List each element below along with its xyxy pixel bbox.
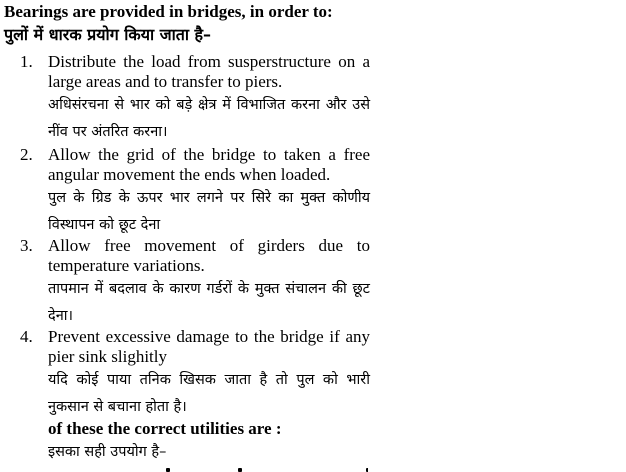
- answer-prompt-english: of these the correct utilities are :: [48, 419, 282, 438]
- option-text-english: Allow free movement of girders due to temperature variations.: [48, 236, 370, 275]
- option-number: 4.: [20, 327, 33, 346]
- option-text-english: Prevent excessive damage to the bridge if any pier sink slighitly: [48, 327, 370, 366]
- option-text-hindi: तापमान में बदलाव के कारण गर्डरों के मुक्त संचालन की छूट देना।: [48, 281, 370, 324]
- option-text-english: Allow the grid of the bridge to taken a free angular movement the ends when loaded.: [48, 145, 370, 184]
- option-text-english: Distribute the load from susperstructure on a large areas and to transfer to piers.: [48, 52, 370, 91]
- option-text-hindi: पुल के ग्रिड के ऊपर भार लगने पर सिरे का मुक्त कोणीय विस्थापन को छूट देना: [48, 190, 370, 233]
- answer-prompt-hindi: इसका सही उपयोग है–: [48, 444, 167, 460]
- option-number: 2.: [20, 145, 33, 164]
- option-number: 3.: [20, 236, 33, 255]
- question-text-hindi: पुलों में धारक प्रयोग किया जाता है–: [4, 25, 212, 44]
- option-text-hindi: अधिसंरचना से भार को बड़े क्षेत्र में विभाजित करना और उसे नींव पर अंतरित करना।: [48, 97, 370, 140]
- question-text-english: Bearings are provided in bridges, in order to:: [4, 2, 333, 21]
- option-text-hindi: यदि कोई पाया तनिक खिसक जाता है तो पुल को भारी नुकसान से बचाना होता है।: [48, 372, 370, 415]
- cutoff-text-fragment: [48, 466, 368, 472]
- option-number: 1.: [20, 52, 33, 71]
